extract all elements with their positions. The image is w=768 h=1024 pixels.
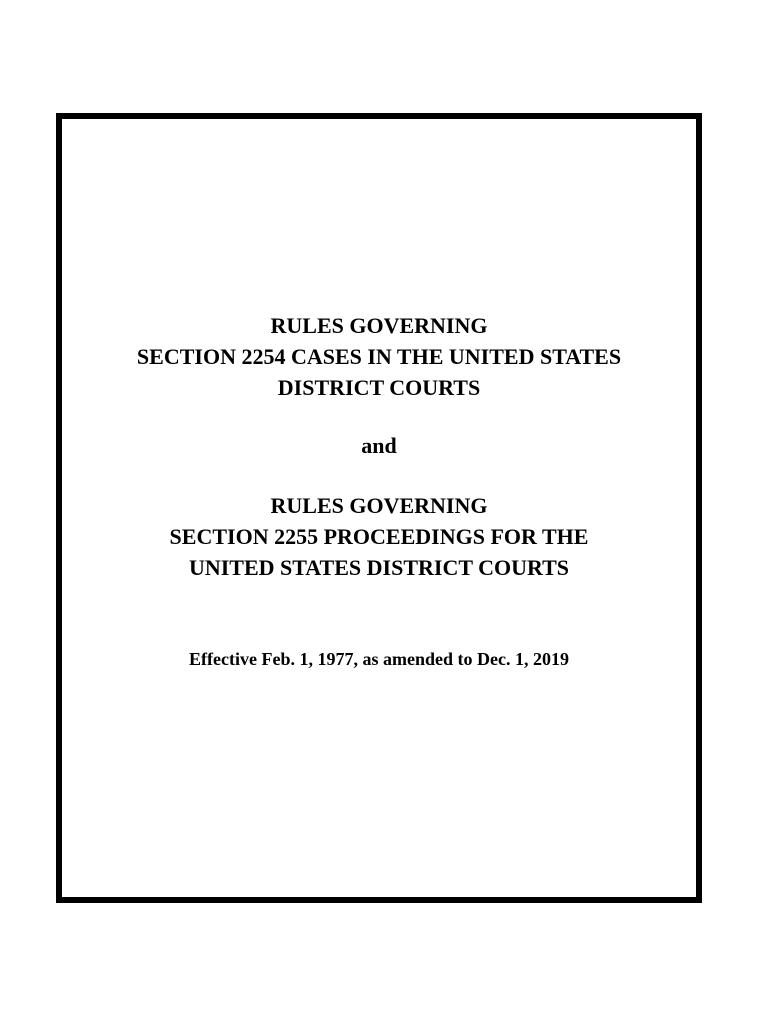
effective-date-text: Effective Feb. 1, 1977, as amended to Dec. 1, 2019 (189, 649, 569, 669)
title-line: SECTION 2255 PROCEEDINGS FOR THE (169, 524, 589, 549)
conjunction-text: and (361, 433, 397, 458)
title-line: RULES GOVERNING (270, 313, 488, 338)
conjunction-block (62, 430, 696, 461)
title-block-2255 (62, 490, 696, 583)
title-block-2254 (62, 310, 696, 403)
effective-date-block (62, 647, 696, 671)
title-line: UNITED STATES DISTRICT COURTS (188, 555, 570, 580)
title-line: RULES GOVERNING (270, 493, 488, 518)
title-line: SECTION 2254 CASES IN THE UNITED STATES (136, 344, 622, 369)
title-line: DISTRICT COURTS (277, 375, 481, 400)
cover-border-frame (56, 113, 702, 903)
